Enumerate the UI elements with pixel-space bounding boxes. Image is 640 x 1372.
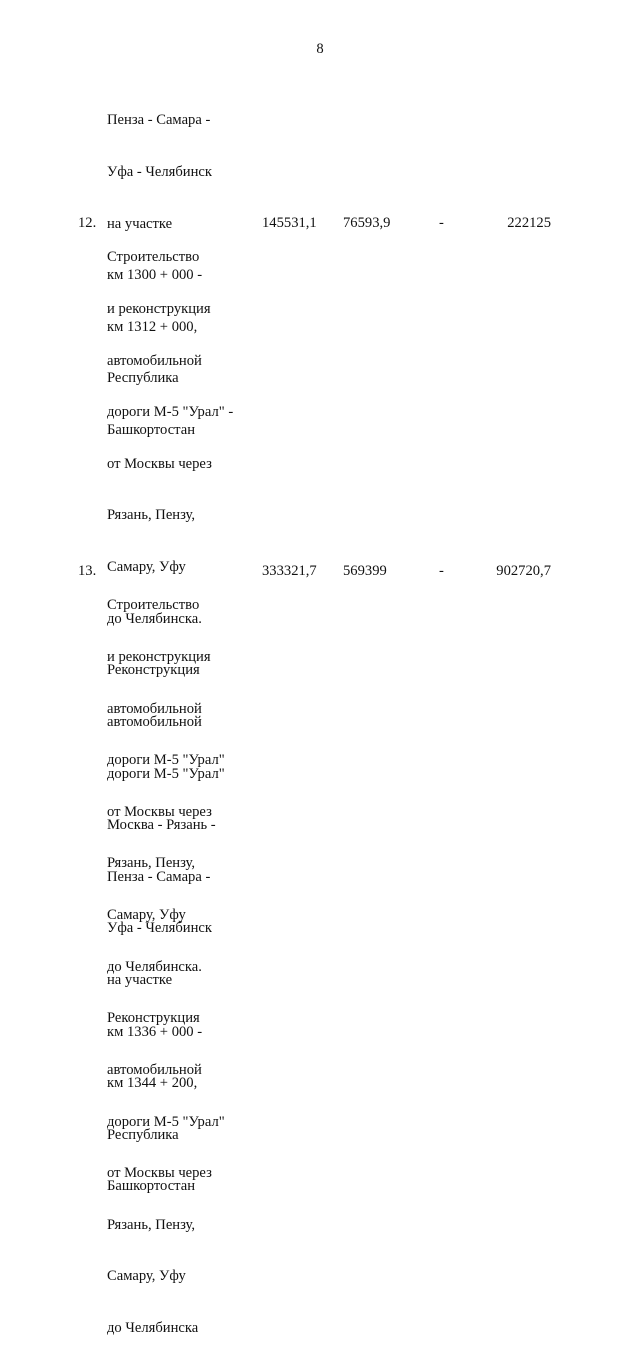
description-line: автомобильной (107, 700, 202, 717)
description-line: км 1344 + 200, (107, 1075, 198, 1092)
description-line: Строительство (107, 249, 200, 266)
description-line: автомобильной (107, 352, 202, 369)
description-line: Реконструкция (107, 662, 200, 679)
page-number: 8 (316, 41, 324, 57)
description-line: от Москвы через (107, 455, 212, 472)
description-line: Республика (107, 370, 179, 387)
description-line: дороги М-5 "Урал" - (107, 404, 234, 421)
description-line: Строительство (107, 597, 200, 614)
description-line: км 1336 + 000 - (107, 1023, 203, 1040)
description-line: от Москвы через (107, 803, 212, 820)
description-line: Уфа - Челябинск (107, 164, 212, 181)
description-line: Башкортостан (107, 422, 196, 439)
description-line: дороги М-5 "Урал" (107, 1113, 225, 1130)
description-line: км 1312 + 000, (107, 318, 198, 335)
value-cell-1: 333321,7 (262, 563, 317, 579)
description-line: до Челябинска. (107, 958, 202, 975)
description-line: Рязань, Пензу, (107, 1216, 196, 1233)
description-line: км 1300 + 000 - (107, 267, 203, 284)
description-line: Самару, Уфу (107, 559, 186, 576)
value-cell-3: - (439, 215, 444, 231)
description-line: Рязань, Пензу, (107, 855, 196, 872)
value-cell-3: - (439, 563, 444, 579)
row-number: 12. (78, 215, 97, 231)
description-line: дороги М-5 "Урал" (107, 765, 225, 782)
value-cell-2: 569399 (343, 563, 387, 579)
description-line: Москва - Рязань - (107, 817, 216, 834)
description-line: от Москвы через (107, 1165, 212, 1182)
description-line: на участке (107, 971, 173, 988)
description-line: Башкортостан (107, 1178, 196, 1195)
description-line: Рязань, Пензу, (107, 507, 196, 524)
description-line: автомобильной (107, 1061, 202, 1078)
description-line: Пенза - Самара - (107, 868, 211, 885)
description-line: и реконструкция (107, 649, 211, 666)
description-line: Самару, Уфу (107, 907, 186, 924)
row-number: 13. (78, 563, 97, 579)
description-line: дороги М-5 "Урал" (107, 752, 225, 769)
value-cell-total: 222125 (507, 215, 551, 231)
description-line: Пенза - Самара - (107, 112, 211, 129)
description-line: Уфа - Челябинск (107, 920, 212, 937)
row-description (107, 563, 225, 1372)
description-line: Республика (107, 1126, 179, 1143)
description-line: до Челябинска. (107, 610, 202, 627)
description-line: Реконструкция (107, 1010, 200, 1027)
value-cell-2: 76593,9 (343, 215, 391, 231)
value-cell-total: 902720,7 (496, 563, 551, 579)
description-line: до Челябинска (107, 1319, 199, 1336)
description-line: и реконструкция (107, 301, 211, 318)
description-line: на участке (107, 215, 173, 232)
description-line: Самару, Уфу (107, 1268, 186, 1285)
value-cell-1: 145531,1 (262, 215, 317, 231)
description-line: автомобильной (107, 713, 202, 730)
